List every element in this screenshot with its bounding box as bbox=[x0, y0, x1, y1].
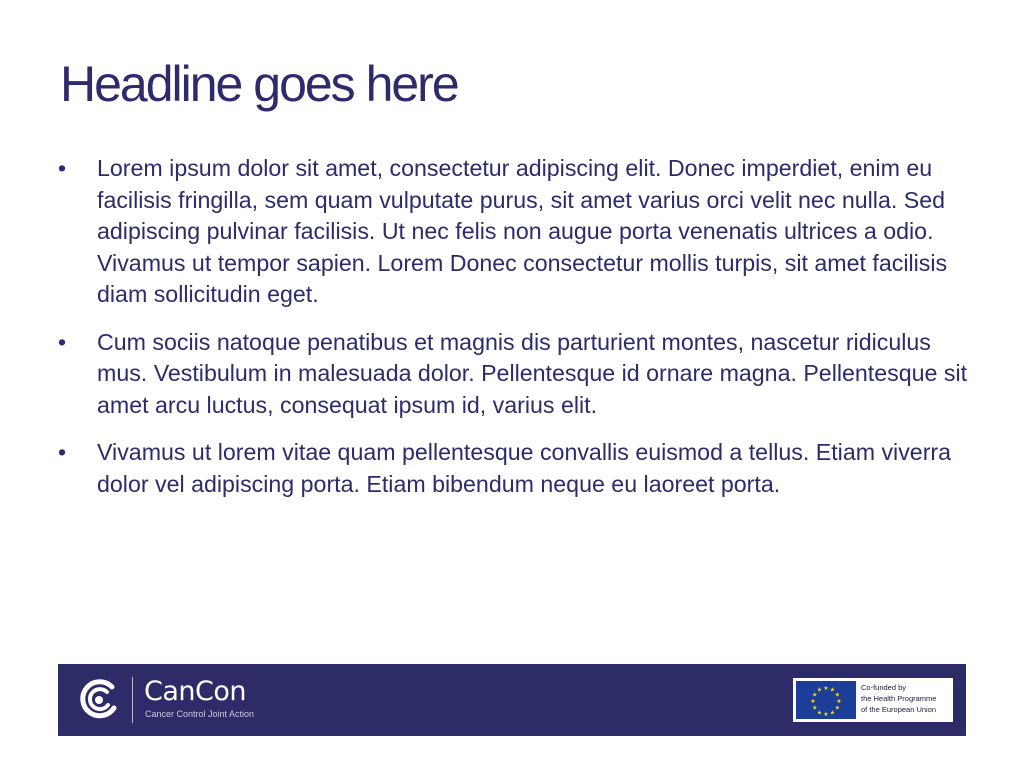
svg-text:★: ★ bbox=[823, 711, 829, 718]
bullet-mark: • bbox=[58, 155, 67, 181]
svg-text:★: ★ bbox=[810, 698, 816, 705]
eu-flag-icon bbox=[796, 681, 856, 719]
footer-bar bbox=[58, 664, 966, 736]
eu-text-line: Co-funded by bbox=[861, 683, 907, 692]
bullet-item bbox=[58, 437, 970, 500]
bullet-item bbox=[58, 153, 970, 311]
bullet-list bbox=[58, 153, 970, 516]
svg-text:★: ★ bbox=[829, 709, 836, 717]
bullet-text: Lorem ipsum dolor sit amet, consectetur adipiscing elit. Donec imperdiet, enim eu facilisis fringilla, sem quam vulputate purus, sit amet varius orci velit nec nulla. Sed adipiscing pulvinar facilisis. Ut nec felis non augue porta venenatis ultrices a odio. Vivamus ut tempor sapien. Lorem Donec consectetur mollis turpis, sit amet facilisis diam sollicitudin eget. bbox=[97, 155, 948, 307]
brand-tagline: Cancer Control Joint Action bbox=[145, 709, 255, 719]
eu-funding-text bbox=[861, 682, 951, 715]
svg-text:★: ★ bbox=[812, 691, 818, 699]
bullet-mark: • bbox=[58, 328, 67, 355]
bullet-text: Cum sociis natoque penatibus et magnis dis parturient montes, nascetur ridiculus mus. Vestibulum in malesuada dolor. Pellentesque id ornare magna. Pellentesque sit amet arcu luctus, consequat ipsum id, varius elit. bbox=[97, 328, 968, 418]
eu-stars bbox=[796, 681, 856, 719]
svg-text:★: ★ bbox=[836, 698, 842, 705]
svg-text:★: ★ bbox=[834, 691, 840, 699]
eu-text-line: the Health Programme bbox=[861, 694, 937, 703]
eu-text-line: of the European Union bbox=[861, 705, 937, 714]
eu-funding-badge bbox=[793, 678, 953, 722]
headline: Headline goes here bbox=[60, 56, 458, 112]
svg-text:★: ★ bbox=[812, 704, 818, 712]
brand-divider bbox=[132, 677, 133, 723]
svg-text:★: ★ bbox=[829, 686, 836, 694]
brand-name: CanCon bbox=[144, 676, 246, 707]
bullet-item bbox=[58, 327, 970, 422]
svg-text:★: ★ bbox=[834, 704, 840, 712]
svg-text:★: ★ bbox=[816, 709, 823, 717]
bullet-text: Vivamus ut lorem vitae quam pellentesque convallis euismod a tellus. Etiam viverra dolor vel adipiscing porta. Etiam bibendum neque eu laoreet porta. bbox=[97, 439, 952, 497]
bullet-mark: • bbox=[58, 439, 67, 465]
cancon-logo-icon bbox=[76, 677, 122, 723]
svg-text:★: ★ bbox=[823, 685, 829, 692]
svg-text:★: ★ bbox=[816, 686, 823, 694]
